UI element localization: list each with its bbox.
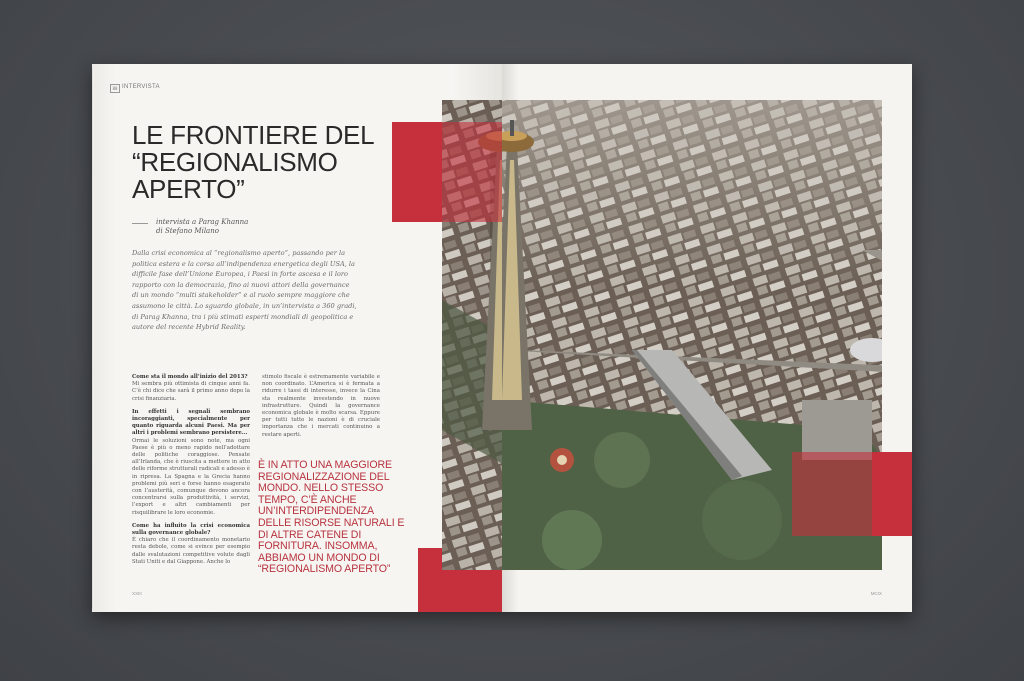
left-page xyxy=(92,64,502,612)
red-accent-block-top xyxy=(392,122,442,222)
question-1: Come sta il mondo all’inizio del 2013? xyxy=(132,374,248,380)
title-line-3: APERTO” xyxy=(132,174,245,204)
column-2-text: stimolo fiscale è estremamente variabile e non coordinato. L’America si è fermata a ridurre i tassi di interesse, invece la Cina sta realmente investendo in nuove infrastrutture. Quindi la governance economica globale è molto scarsa. Eppure per tutti tutte le nazioni è di cruciale importanza che i mercati continuino a restare aperti. xyxy=(262,374,380,438)
byline-interviewer: intervista a Parag Khanna xyxy=(156,218,249,226)
page-number-box: 88 xyxy=(110,84,120,93)
folio-left: XXIII xyxy=(132,591,142,596)
answer-3: È chiaro che il coordinamento monetario resta debole, come si evince per esempio dalle svalutazioni competitive volute dagli Stati Uniti e dal Giappone. Anche lo xyxy=(132,537,250,565)
right-page xyxy=(502,64,912,612)
magazine-spread xyxy=(92,64,912,612)
page-edge-stack xyxy=(92,68,94,608)
answer-1: Mi sembra più ottimista di cinque anni fa. C’è chi dice che sarà il primo anno dopo la crisi finanziaria. xyxy=(132,381,250,402)
answer-2: Ormai le soluzioni sono note, ma ogni Paese è più o meno rapido nell’adottare delle politiche coraggiose. Pensate all’Irlanda, che è riuscita a mettere in atto delle riforme strutturali radicali e adesso è in ripresa. La Spagna e la Grecia hanno problemi più seri e forse hanno esagerato con l’austerità, comunque devono ancora concentrarsi sulla produttività, i servizi, l’export e altri cambiamenti per risquilibrare le loro economie. xyxy=(132,437,250,516)
red-overlay-top xyxy=(442,122,502,222)
folio-right: MCIX xyxy=(870,591,882,596)
aerial-photo-right-half xyxy=(502,100,882,570)
byline-author: di Stefano Milano xyxy=(156,227,219,235)
question-2: In effetti i segnali sembrano incoraggianti, specialmente per quanto riguarda alcuni Paesi. Ma per altri i problemi sembrano persistere... xyxy=(132,408,250,437)
article-title xyxy=(132,122,392,203)
body-column-1 xyxy=(132,374,250,572)
title-line-2: “REGIONALISMO xyxy=(132,147,338,177)
title-line-1: LE FRONTIERE DEL xyxy=(132,120,375,150)
body-column-2 xyxy=(262,374,380,445)
red-overlay-bottom-right xyxy=(792,452,882,536)
section-label: INTERVISTA xyxy=(122,84,160,90)
red-accent-block-right xyxy=(872,452,912,536)
lead-paragraph: Dalla crisi economica al “regionalismo aperto”, passando per la politica estera e la corsa all’indipendenza energetica degli USA, la difficile fase dell’Unione Europea, i Paesi in forte ascesa e il loro rapporto con la democrazia, fino ai nuovi attori della governance di un mondo “multi stakeholder” e al ruolo sempre maggiore che assumono le città. Lo sguardo globale, in un’intervista a 360 gradi, di Parag Khanna, tra i più stimati esperti mondiali di geopolitica e autore del recente Hybrid Reality. xyxy=(132,249,357,332)
byline xyxy=(156,218,248,236)
pull-quote: È IN ATTO UNA MAGGIORE REGIONALIZZAZIONE DEL MONDO. NELLO STESSO TEMPO, C’È ANCHE UN’INTERDIPENDENZA DELLE RISORSE NATURALI E DI ALTRE CATENE DI FORNITURA. INSOMMA, ABBIAMO UN MONDO DI “REGIONALISMO APERTO” xyxy=(258,459,405,576)
aerial-photo-left-half xyxy=(442,100,502,570)
byline-rule xyxy=(132,223,148,224)
question-3: Come ha influito la crisi economica sulla governance globale? xyxy=(132,522,250,537)
